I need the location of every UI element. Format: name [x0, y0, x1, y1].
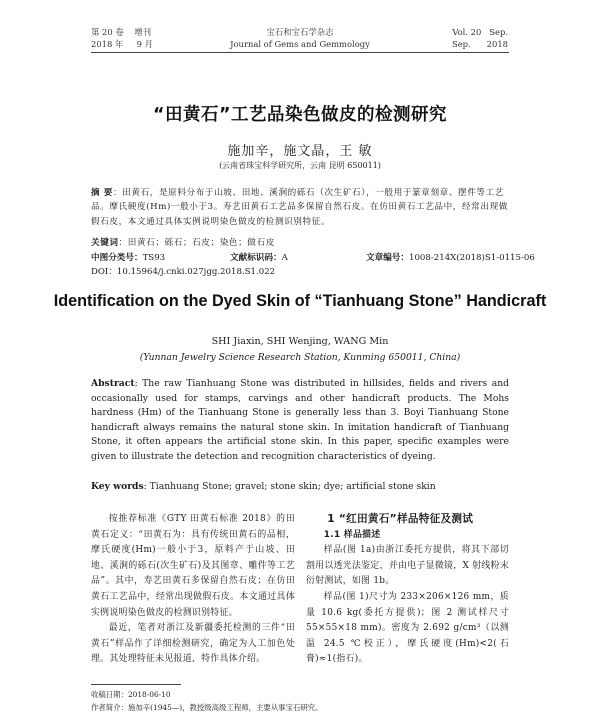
header-volume: 第 20 卷 增刊 [91, 27, 152, 37]
author-list-cn: 施加辛，施文晶，王 敏 [227, 144, 373, 159]
article-id [366, 251, 535, 263]
keywords-en-text: : Tianhuang Stone; gravel; stone skin; dye; artificial stone skin [143, 481, 436, 492]
document-code-label: 文献标识码： [230, 253, 282, 263]
doi[interactable]: DOI：10.15964/j.cnki.027jgg.2018.S1.022 [91, 267, 276, 277]
keywords-cn-label: 关键词 [91, 238, 119, 248]
paper-title-en: Identification on the Dyed Skin of “Tianhuang Stone” Handicraft [53, 292, 547, 310]
running-header-center [0, 26, 600, 50]
keywords-cn-text: ：田黄石；砾石；石皮；染色；做石皮 [118, 238, 275, 248]
abstract-cn-text: ：田黄石，是原料分布于山坡、田地、溪涧的砾石（次生矿石），一般用于篆章刻章、摆件等工艺品。摩氏硬度(Hm)一般小于3。寿艺田黄石工艺品多保留自然石皮。在仿田黄石工艺品中，经常出现做假石皮，本文通过具体实例说明染色做皮的检测识别特征。 [91, 188, 508, 227]
affiliation-cn: (云南省珠宝科学研究所，云南 昆明 650011) [219, 161, 381, 170]
keywords-cn [91, 236, 509, 248]
running-header-right [452, 26, 508, 50]
subsection-heading: 1.1 样品描述 [323, 529, 381, 540]
header-journal-en: Journal of Gems and Gemmology [230, 39, 370, 49]
footnote-author: 作者简介：施加辛(1945—)，教授级高级工程师，主要从事宝石研究。 [91, 703, 323, 712]
clc-number [91, 251, 165, 263]
footnote-received: 收稿日期：2018-06-10 [91, 690, 171, 699]
footnote-rule [91, 684, 181, 685]
abstract-en-text: : The raw Tianhuang Stone was distributed in hillsides, fields and rivers and occasionally used for stamps, carvings and other handicraft products. The Mohs hardness (Hm) of the Tianhuang Stone is generally less than 3. Boyi Tianhuang Stone handicraft always remains the natural stone skin. In imitation handicraft of Tianhuang Stone, it often appears the artificial stone skin. In this paper, specific examples were given to illustrate the detection and recognition characteristics of dyeing. [91, 378, 509, 462]
document-code [230, 251, 288, 263]
abstract-en [91, 377, 509, 465]
abstract-cn-label: 摘 要 [91, 188, 113, 198]
paper-title-cn: “田黄石”工艺品染色做皮的检测研究 [152, 105, 447, 125]
body-paragraph: 样品(图 1)尺寸为 233×206×126 mm，质量 10.6 kg(委托方提供)；图 2 测试样尺寸 55×55×18 mm)。密度为 2.692 g/cm³（以测温 24.5 ℃校正），摩氏硬度(Hm)<2(石膏)≈1(指石)。 [306, 591, 509, 665]
document-code-value: A [281, 253, 288, 263]
body-paragraph: 样品(图 1a)由浙江委托方提供，将其下部切割用以透光法鉴定，并由电子显微镜，X 射线粉末衍射测试，如图 1b。 [306, 545, 509, 587]
header-date: 2018 年 9 月 [91, 39, 154, 49]
header-date-en: Sep. 2018 [451, 39, 508, 49]
abstract-en-label: Abstract [91, 378, 135, 389]
article-id-value: 1008-214X(2018)S1-0115-06 [408, 253, 535, 263]
affiliation-en: (Yunnan Jewelry Science Research Station, Kunming 650011, China) [139, 352, 461, 363]
body-paragraph: 最近，笔者对浙江及新疆委托检测的三件“田黄石”样品作了详细检测研究，确定为人工加色处理。其处理特征未见报道，特作具体介绍。 [91, 623, 295, 665]
body-column-right [306, 512, 509, 668]
keywords-en-label: Key words [91, 481, 144, 492]
abstract-cn [91, 186, 509, 229]
section-heading: 1 “红田黄石”样品特征及测试 [327, 513, 474, 525]
header-rule [91, 52, 509, 53]
body-paragraph: 按推荐标准《GTY 田黄石标准 2018》的田黄石定义：“田黄石为：具有传统田黄石的品相，摩氏硬度(Hm)一般小于3，原料产于山坡、田地、溪涧的砾石(次生矿石)及其图章、雕件等工艺品”。其中，寿艺田黄石多保留自然石皮；在仿田黄石工艺品中，经常出现做假石皮。本文通过具体实例说明染色做皮的检测识别特征。 [91, 514, 295, 618]
header-volume-en: Vol. 20 Sep. [452, 27, 508, 37]
article-id-label: 文章编号： [366, 253, 409, 263]
clc-label: 中图分类号： [91, 253, 143, 263]
clc-value: TS93 [142, 253, 166, 263]
author-list-en: SHI Jiaxin, SHI Wenjing, WANG Min [211, 336, 389, 347]
body-column-left [91, 512, 295, 668]
keywords-en [91, 481, 509, 492]
header-journal-cn: 宝石和宝石学杂志 [266, 27, 334, 37]
